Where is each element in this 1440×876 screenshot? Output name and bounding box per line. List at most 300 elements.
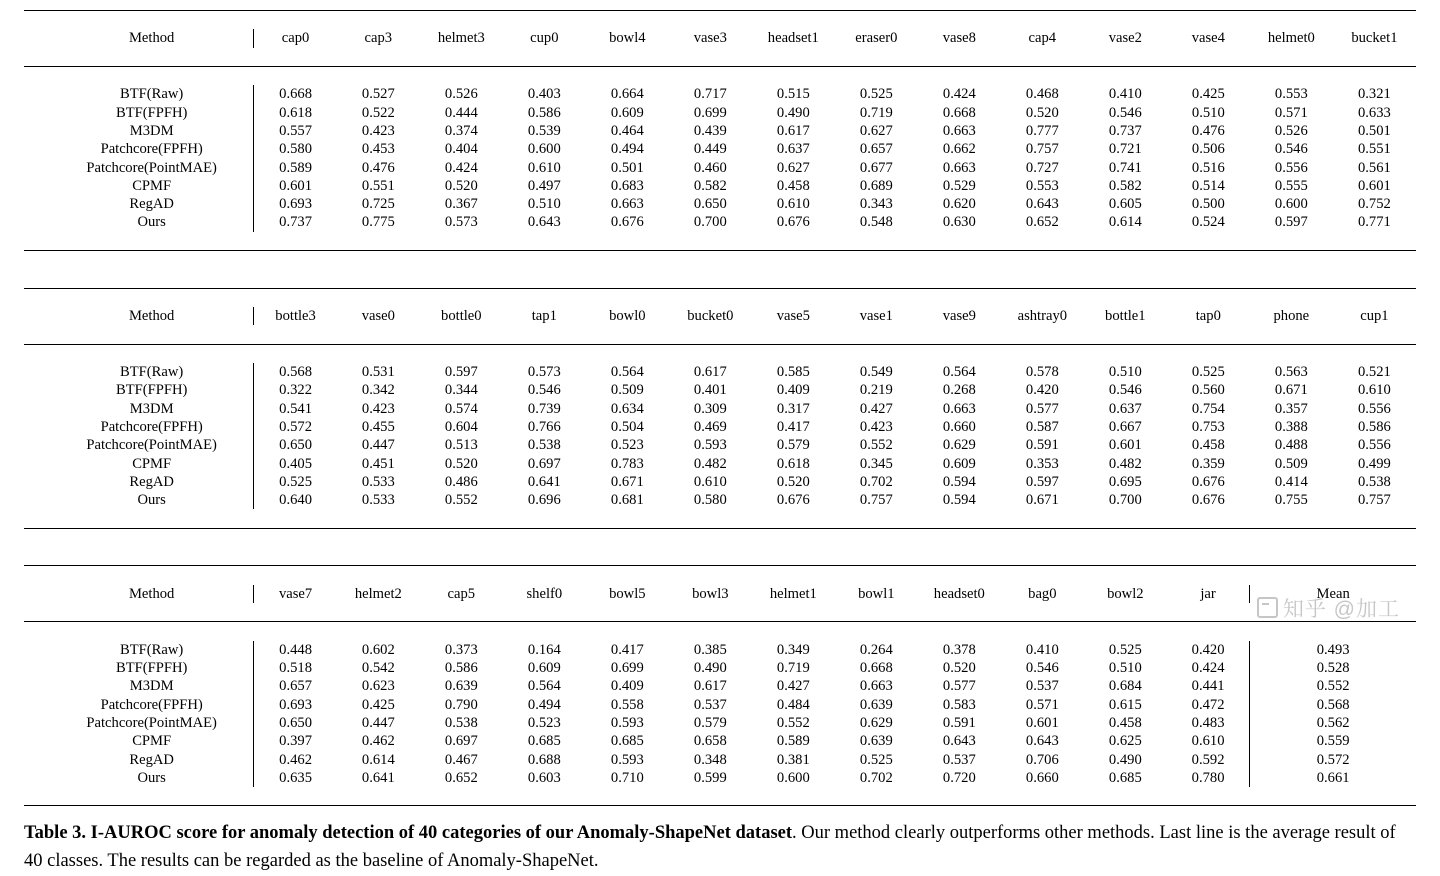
table-cell: 0.717: [693, 86, 727, 103]
table-cell: 0.417: [610, 641, 644, 658]
table-row: [24, 363, 1416, 381]
table-cell: 0.660: [942, 418, 976, 435]
table-cell: 0.594: [942, 473, 976, 490]
table-cell: 0.510: [527, 196, 561, 213]
table-cell: 0.582: [693, 177, 727, 194]
table-cell: 0.381: [776, 751, 810, 768]
table-cell: 0.630: [942, 214, 976, 231]
table-cell: 0.441: [1191, 678, 1225, 695]
table-cell-mean: 0.562: [1250, 714, 1416, 732]
column-header-method: Method: [128, 308, 175, 324]
column-header-vase4: vase4: [1191, 30, 1225, 47]
table-cell: 0.509: [1274, 455, 1308, 472]
table-cell: 0.403: [527, 86, 561, 103]
row-method-label: M3DM: [129, 400, 174, 417]
table-cell: 0.573: [444, 214, 478, 231]
table-cell: 0.525: [859, 86, 893, 103]
table-cell: 0.523: [610, 437, 644, 454]
table-cell: 0.317: [776, 400, 810, 417]
table-cell: 0.668: [942, 104, 976, 121]
table-cell: 0.374: [444, 122, 478, 139]
table-cell: 0.571: [1025, 696, 1059, 713]
table-cell: 0.520: [444, 455, 478, 472]
table-header-row: [24, 307, 1416, 325]
table-cell: 0.592: [1191, 751, 1225, 768]
table-cell: 0.583: [942, 696, 976, 713]
table-cell: 0.685: [527, 733, 561, 750]
column-header-shelf0: shelf0: [526, 585, 563, 602]
table-cell: 0.757: [859, 492, 893, 509]
column-header-vase8: vase8: [942, 30, 976, 47]
table-cell: 0.739: [527, 400, 561, 417]
table-cell: 0.618: [254, 104, 337, 122]
table-cell: 0.552: [776, 714, 810, 731]
column-header-tap1: tap1: [531, 308, 557, 324]
column-header-cup1: cup1: [1360, 308, 1389, 324]
table-cell: 0.458: [1191, 437, 1225, 454]
table-cell: 0.593: [693, 437, 727, 454]
table-cell: 0.591: [1025, 437, 1059, 454]
table-cell: 0.410: [1108, 86, 1142, 103]
table-cell: 0.755: [1274, 492, 1308, 509]
table-cell: 0.620: [942, 196, 976, 213]
table-spacer: [24, 345, 1416, 363]
row-method-label: BTF(FPFH): [115, 382, 188, 399]
table-cell: 0.557: [254, 122, 337, 140]
row-method-label: M3DM: [129, 678, 174, 695]
table-cell: 0.688: [527, 751, 561, 768]
table-cell: 0.501: [1357, 122, 1391, 139]
table-row: [24, 418, 1416, 436]
table-cell: 0.322: [254, 381, 337, 399]
row-method-label: Patchcore(FPFH): [100, 141, 203, 158]
table-cell: 0.546: [1108, 382, 1142, 399]
table-cell: 0.610: [1191, 733, 1225, 750]
table-cell: 0.664: [610, 86, 644, 103]
column-header-bowl3: bowl3: [692, 585, 729, 602]
table-cell: 0.500: [1191, 196, 1225, 213]
table-cell-mean: 0.552: [1250, 677, 1416, 695]
table-cell: 0.587: [1025, 418, 1059, 435]
table-cell: 0.525: [859, 751, 893, 768]
table-cell: 0.321: [1357, 86, 1391, 103]
table-cell: 0.541: [254, 400, 337, 418]
table-cell: 0.615: [1108, 696, 1142, 713]
column-header-cap3: cap3: [364, 30, 393, 47]
row-method-label: Patchcore(FPFH): [100, 418, 203, 435]
table-cell: 0.542: [361, 659, 395, 676]
table-row: [24, 491, 1416, 509]
watermark-text: 知乎 @加工: [1282, 598, 1400, 621]
table-cell: 0.309: [693, 400, 727, 417]
table-cell: 0.523: [527, 714, 561, 731]
column-header-vase3: vase3: [693, 30, 727, 47]
table-row: [24, 714, 1416, 732]
table-cell: 0.586: [444, 659, 478, 676]
table-cell: 0.627: [859, 122, 893, 139]
table-cell: 0.601: [1108, 437, 1142, 454]
table-cell: 0.643: [1025, 733, 1059, 750]
table-cell: 0.574: [444, 400, 478, 417]
table-cell: 0.558: [610, 696, 644, 713]
table-cell: 0.564: [610, 363, 644, 380]
table-cell: 0.719: [859, 104, 893, 121]
table-cell: 0.597: [1025, 473, 1059, 490]
table-cell: 0.568: [254, 363, 337, 381]
column-header-method: Method: [128, 30, 175, 47]
table-cell: 0.525: [254, 473, 337, 491]
row-method-label: CPMF: [132, 177, 172, 194]
table-cell: 0.604: [444, 418, 478, 435]
table-cell: 0.423: [361, 122, 395, 139]
table-cell: 0.658: [693, 733, 727, 750]
table-cell: 0.652: [1025, 214, 1059, 231]
table-cell: 0.601: [1025, 714, 1059, 731]
table-cell: 0.689: [859, 177, 893, 194]
table-cell: 0.697: [527, 455, 561, 472]
table-spacer: [24, 547, 1416, 566]
table-cell: 0.357: [1274, 400, 1308, 417]
column-header-bag0: bag0: [1028, 585, 1057, 602]
table-cell: 0.453: [361, 141, 395, 158]
column-header-eraser0: eraser0: [855, 30, 898, 47]
column-header-cap4: cap4: [1028, 30, 1057, 47]
table-cell: 0.637: [776, 141, 810, 158]
table-cell: 0.671: [1025, 492, 1059, 509]
table-cell: 0.553: [1274, 86, 1308, 103]
table-cell: 0.525: [1191, 363, 1225, 380]
table-cell: 0.367: [444, 196, 478, 213]
table-cell: 0.476: [361, 159, 395, 176]
table-cell: 0.586: [1357, 418, 1391, 435]
table-row: [24, 659, 1416, 677]
table-row: [24, 381, 1416, 399]
table-cell: 0.525: [1108, 641, 1142, 658]
table-cell: 0.676: [1191, 473, 1225, 490]
table-cell: 0.538: [527, 437, 561, 454]
table-cell: 0.591: [942, 714, 976, 731]
table-cell: 0.424: [1191, 659, 1225, 676]
column-header-cap0: cap0: [254, 29, 337, 47]
table-cell: 0.668: [254, 85, 337, 103]
column-header-bowl4: bowl4: [609, 30, 646, 47]
table-cell: 0.602: [361, 641, 395, 658]
table-cell: 0.677: [859, 159, 893, 176]
row-method-label: RegAD: [129, 473, 174, 490]
table-cell: 0.510: [1108, 659, 1142, 676]
table-row: [24, 473, 1416, 491]
table-cell: 0.699: [693, 104, 727, 121]
table-cell: 0.539: [527, 122, 561, 139]
table-cell: 0.464: [610, 122, 644, 139]
table-cell: 0.414: [1274, 473, 1308, 490]
table-spacer: [24, 269, 1416, 288]
caption-rest: . Our method clearly outperforms other methods. Last line is the average result of 40 classes. The results can be regarded as the baseline of Anomaly-ShapeNet.: [24, 823, 1396, 872]
table-cell: 0.378: [942, 641, 976, 658]
table-spacer: [24, 232, 1416, 251]
table-cell: 0.635: [254, 769, 337, 787]
table-cell-mean: 0.572: [1250, 751, 1416, 769]
table-cell: 0.439: [693, 122, 727, 139]
table-cell: 0.537: [693, 696, 727, 713]
table-cell: 0.585: [776, 363, 810, 380]
table-cell-mean: 0.661: [1250, 769, 1416, 787]
table-cell: 0.582: [1108, 177, 1142, 194]
table-cell: 0.482: [1108, 455, 1142, 472]
table-cell: 0.706: [1025, 751, 1059, 768]
row-method-label: BTF(Raw): [120, 641, 184, 658]
table-cell: 0.417: [776, 418, 810, 435]
table-cell: 0.586: [527, 104, 561, 121]
table-cell: 0.537: [1025, 678, 1059, 695]
table-cell: 0.589: [254, 159, 337, 177]
table-cell: 0.614: [1108, 214, 1142, 231]
table-cell: 0.455: [361, 418, 395, 435]
table-cell: 0.609: [610, 104, 644, 121]
table-cell: 0.790: [444, 696, 478, 713]
table-cell: 0.514: [1191, 177, 1225, 194]
table-cell: 0.627: [776, 159, 810, 176]
table-row: [24, 122, 1416, 140]
table-cell: 0.553: [1025, 177, 1059, 194]
column-header-vase0: vase0: [361, 308, 395, 324]
table-cell: 0.549: [859, 363, 893, 380]
table-cell: 0.618: [776, 455, 810, 472]
table-cell: 0.617: [693, 363, 727, 380]
table-cell: 0.513: [444, 437, 478, 454]
table-cell: 0.409: [610, 678, 644, 695]
table-cell: 0.643: [942, 733, 976, 750]
row-method-label: Patchcore(PointMAE): [86, 159, 217, 176]
table-row: [24, 159, 1416, 177]
table-row: [24, 677, 1416, 695]
table-cell: 0.683: [610, 177, 644, 194]
table-cell-mean: 0.528: [1250, 659, 1416, 677]
caption-bold-sentence: I-AUROC score for anomaly detection of 40 categories of our Anomaly-ShapeNet dataset: [90, 823, 793, 844]
column-header-vase1: vase1: [859, 308, 893, 324]
table-cell: 0.510: [1108, 363, 1142, 380]
table-cell: 0.531: [361, 363, 395, 380]
table-spacer: [24, 325, 1416, 344]
table-cell: 0.657: [254, 677, 337, 695]
table-cell: 0.629: [942, 437, 976, 454]
row-method-label: BTF(FPFH): [115, 104, 188, 121]
table-cell: 0.504: [610, 418, 644, 435]
column-header-headset0: headset0: [933, 585, 985, 602]
table-cell: 0.637: [1108, 400, 1142, 417]
column-header-bowl1: bowl1: [858, 585, 895, 602]
column-header-bowl0: bowl0: [609, 308, 646, 324]
table-cell: 0.388: [1274, 418, 1308, 435]
table-cell: 0.353: [1025, 455, 1059, 472]
table-cell: 0.469: [693, 418, 727, 435]
table-cell: 0.219: [859, 382, 893, 399]
table-cell: 0.580: [693, 492, 727, 509]
column-header-method: Method: [128, 585, 175, 602]
column-header-phone: phone: [1273, 308, 1310, 324]
table-row: [24, 104, 1416, 122]
table-cell: 0.663: [942, 159, 976, 176]
table-cell: 0.458: [776, 177, 810, 194]
row-method-label: Ours: [137, 769, 166, 786]
table-cell: 0.641: [527, 473, 561, 490]
table-cell: 0.476: [1191, 122, 1225, 139]
table-cell: 0.597: [1274, 214, 1308, 231]
table-cell: 0.577: [942, 678, 976, 695]
table-cell: 0.484: [776, 696, 810, 713]
table-rule: [24, 806, 1416, 807]
table-cell: 0.702: [859, 769, 893, 786]
table-cell: 0.650: [254, 436, 337, 454]
column-header-bucket0: bucket0: [687, 308, 734, 324]
table-cell: 0.552: [859, 437, 893, 454]
table-cell: 0.695: [1108, 473, 1142, 490]
table-cell: 0.423: [361, 400, 395, 417]
table-cell: 0.425: [1191, 86, 1225, 103]
table-cell: 0.685: [1108, 769, 1142, 786]
table-cell: 0.605: [1108, 196, 1142, 213]
table-cell: 0.599: [693, 769, 727, 786]
table-cell: 0.533: [361, 473, 395, 490]
table-cell: 0.710: [610, 769, 644, 786]
table-cell: 0.424: [942, 86, 976, 103]
column-header-tap0: tap0: [1195, 308, 1221, 324]
table-cell: 0.589: [776, 733, 810, 750]
table-spacer: [24, 67, 1416, 85]
results-table: [24, 10, 1416, 806]
table-cell: 0.639: [444, 678, 478, 695]
table-cell: 0.462: [254, 751, 337, 769]
table-spacer: [24, 48, 1416, 67]
table-cell: 0.494: [527, 696, 561, 713]
table-cell: 0.518: [254, 659, 337, 677]
row-method-label: RegAD: [129, 751, 174, 768]
table-cell: 0.521: [1357, 363, 1391, 380]
table-row: [24, 140, 1416, 158]
table-cell: 0.468: [1025, 86, 1059, 103]
column-header-mean: Mean: [1250, 585, 1416, 603]
row-method-label: RegAD: [129, 196, 174, 213]
row-method-label: Patchcore(PointMAE): [86, 437, 217, 454]
table-cell: 0.771: [1357, 214, 1391, 231]
table-cell: 0.497: [527, 177, 561, 194]
table-cell: 0.420: [1191, 641, 1225, 658]
table-cell: 0.668: [859, 659, 893, 676]
table-cell: 0.556: [1274, 159, 1308, 176]
table-cell: 0.447: [361, 437, 395, 454]
table-cell: 0.676: [1191, 492, 1225, 509]
table-cell: 0.639: [859, 733, 893, 750]
row-method-label: BTF(Raw): [120, 363, 184, 380]
table-cell: 0.520: [444, 177, 478, 194]
table-cell: 0.560: [1191, 382, 1225, 399]
table-cell: 0.529: [942, 177, 976, 194]
table-cell: 0.663: [610, 196, 644, 213]
row-method-label: Patchcore(PointMAE): [86, 714, 217, 731]
table-spacer: [24, 251, 1416, 269]
table-spacer: [24, 566, 1416, 584]
row-method-label: Patchcore(FPFH): [100, 696, 203, 713]
table-cell: 0.650: [254, 714, 337, 732]
table-cell: 0.564: [527, 678, 561, 695]
table-header-row: [24, 585, 1416, 603]
table-cell: 0.594: [942, 492, 976, 509]
row-method-label: BTF(Raw): [120, 86, 184, 103]
table-cell: 0.524: [1191, 214, 1225, 231]
table-cell: 0.425: [361, 696, 395, 713]
table-cell: 0.460: [693, 159, 727, 176]
table-cell: 0.572: [254, 418, 337, 436]
table-cell: 0.344: [444, 382, 478, 399]
table-cell: 0.671: [1274, 382, 1308, 399]
table-caption: [24, 820, 1416, 876]
column-header-vase7: vase7: [254, 585, 337, 603]
table-row: [24, 400, 1416, 418]
table-cell: 0.719: [776, 659, 810, 676]
table-cell: 0.737: [1108, 122, 1142, 139]
table-cell: 0.702: [859, 473, 893, 490]
column-header-bowl2: bowl2: [1107, 585, 1144, 602]
table-cell: 0.720: [942, 769, 976, 786]
column-header-cup0: cup0: [530, 30, 559, 47]
table-cell: 0.737: [254, 213, 337, 231]
table-cell: 0.775: [361, 214, 395, 231]
table-row: [24, 751, 1416, 769]
table-cell: 0.444: [444, 104, 478, 121]
row-method-label: Ours: [137, 492, 166, 509]
table-cell: 0.490: [776, 104, 810, 121]
table-cell: 0.757: [1025, 141, 1059, 158]
table-cell: 0.597: [444, 363, 478, 380]
row-method-label: BTF(FPFH): [115, 659, 188, 676]
table-cell: 0.693: [254, 195, 337, 213]
table-cell: 0.579: [776, 437, 810, 454]
table-cell: 0.783: [610, 455, 644, 472]
table-cell: 0.603: [527, 769, 561, 786]
table-cell: 0.410: [1025, 641, 1059, 658]
table-row: [24, 732, 1416, 750]
table-cell: 0.458: [1108, 714, 1142, 731]
table-cell: 0.472: [1191, 696, 1225, 713]
table-cell: 0.573: [527, 363, 561, 380]
table-cell: 0.359: [1191, 455, 1225, 472]
table-cell: 0.490: [693, 659, 727, 676]
table-cell: 0.483: [1191, 714, 1225, 731]
table-cell: 0.641: [361, 769, 395, 786]
table-cell: 0.420: [1025, 382, 1059, 399]
table-cell: 0.696: [527, 492, 561, 509]
table-cell: 0.546: [1274, 141, 1308, 158]
table-cell: 0.538: [1357, 473, 1391, 490]
table-cell: 0.556: [1357, 400, 1391, 417]
table-cell: 0.676: [776, 214, 810, 231]
table-cell: 0.467: [444, 751, 478, 768]
column-header-bottle3: bottle3: [254, 307, 337, 325]
table-row: [24, 641, 1416, 659]
table-cell: 0.625: [1108, 733, 1142, 750]
table-cell: 0.447: [361, 714, 395, 731]
table-cell: 0.546: [527, 382, 561, 399]
table-cell: 0.520: [942, 659, 976, 676]
table-cell: 0.600: [1274, 196, 1308, 213]
table-cell: 0.555: [1274, 177, 1308, 194]
table-cell: 0.499: [1357, 455, 1391, 472]
column-header-bottle1: bottle1: [1105, 308, 1146, 324]
table-cell: 0.501: [610, 159, 644, 176]
table-cell: 0.727: [1025, 159, 1059, 176]
table-cell: 0.639: [859, 696, 893, 713]
table-spacer: [24, 787, 1416, 806]
